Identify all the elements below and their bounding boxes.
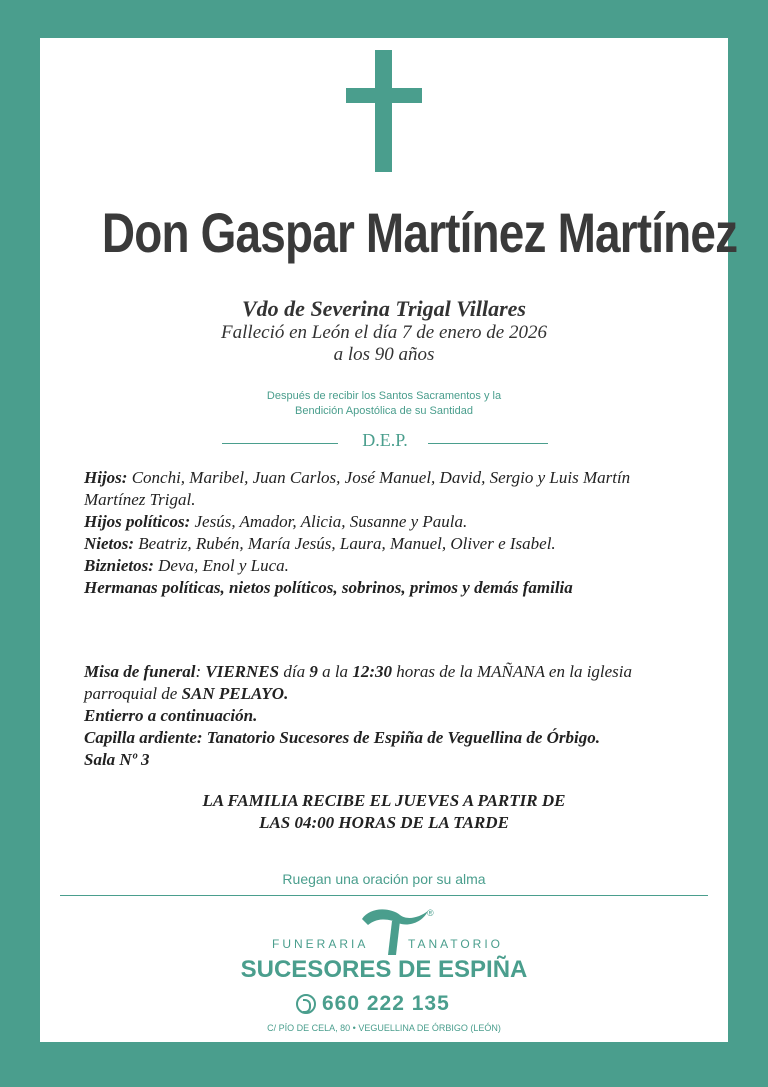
family-receives-line-1: LA FAMILIA RECIBE EL JUEVES A PARTIR DE — [202, 791, 566, 810]
death-line: Falleció en León el día 7 de enero de 2026 — [221, 322, 547, 343]
age-line: a los 90 años — [333, 344, 435, 365]
dep-text: D.E.P. — [362, 430, 408, 450]
dep-line-right — [428, 443, 548, 444]
burial-line: Entierro a continuación. — [84, 706, 258, 725]
funeral-home-logo-icon — [356, 905, 436, 961]
cross-icon — [346, 50, 422, 172]
family-children: Hijos: Conchi, Maribel, Juan Carlos, José Manuel, David, Sergio y Luis Martín — [84, 468, 631, 487]
funeraria-label: FUNERARIA — [272, 937, 369, 951]
family-others: Hermanas políticas, nietos políticos, sobrinos, primos y demás familia — [84, 578, 573, 597]
sacraments-line-2: Bendición Apostólica de su Santidad — [295, 405, 473, 417]
chapel-line: Capilla ardiente: Tanatorio Sucesores de Espiña de Veguellina de Órbigo. — [84, 728, 601, 747]
mass-line: Misa de funeral: VIERNES día 9 a la 12:30 horas de la MAÑANA en la iglesia — [84, 662, 633, 681]
family-inlaws: Hijos políticos: Jesús, Amador, Alicia, Susanne y Paula. — [84, 512, 468, 531]
footer-separator — [60, 895, 708, 896]
funeral-home-brand: SUCESORES DE ESPIÑA — [240, 956, 528, 983]
phone-icon — [296, 994, 316, 1014]
family-receives-line-2: LAS 04:00 HORAS DE LA TARDE — [259, 813, 509, 832]
family-great-grandchildren: Biznietos: Deva, Enol y Luca. — [84, 556, 289, 575]
funeral-home-address: C/ PÍO DE CELA, 80 • VEGUELLINA DE ÓRBIGO (LEÓN) — [267, 1023, 501, 1033]
tanatorio-label: TANATORIO — [408, 937, 504, 951]
prayer-line: Ruegan una oración por su alma — [282, 871, 486, 887]
registered-mark: ® — [427, 908, 434, 918]
sacraments-line-1: Después de recibir los Santos Sacramentos y la — [266, 390, 502, 402]
room-line: Sala Nº 3 — [84, 750, 150, 769]
mass-church-line: parroquial de SAN PELAYO. — [84, 684, 289, 703]
family-grandchildren: Nietos: Beatriz, Rubén, María Jesús, Laura, Manuel, Oliver e Isabel. — [84, 534, 556, 553]
family-children-cont: Martínez Trigal. — [84, 490, 196, 509]
widow-line: Vdo de Severina Trigal Villares — [242, 296, 526, 321]
phone-number: 660 222 135 — [322, 992, 450, 1015]
deceased-name: Don Gaspar Martínez Martínez — [101, 201, 738, 264]
dep-divider — [222, 430, 548, 454]
